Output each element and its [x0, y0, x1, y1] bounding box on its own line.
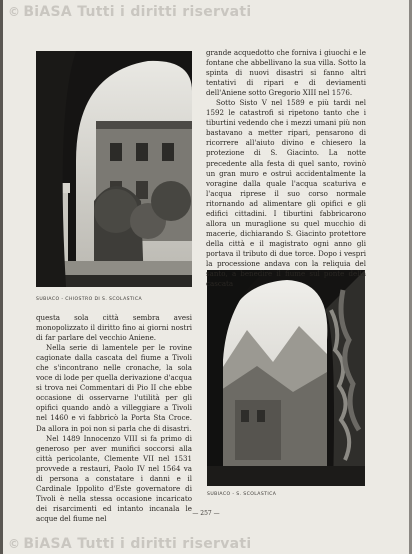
watermark-top [8, 4, 252, 20]
paragraph: questa sola città sembra avesi monopolizzato il diritto fino ai giorni nostri di far parlare del vecchio Aniene. [36, 313, 192, 343]
paragraph: Sotto Sisto V nel 1589 e più tardi nel 1592 le catastrofi si ripetono tanto che i tiburtini vedendo che i mezzi umani più non bastavano a metter ripari, pensarono di ricorrere all'aiuto divino e chiesero la protezione di S. Giacinto. La notte precedente alla festa di quel santo, rovinò un gran muro e ostruì accidentalmente la voragine dalla quale l'acqua scaturiva e l'acqua riprese il suo corso normale ritornando ad alimentare gli opifici e gli edifici cittadini. I tiburtini fabbricarono allora un muraglione su quel mucchio di macerie, dichiarando S. Giacinto protettore della città e il magistrato ogni anno gli portava il tributo di due torce. Dopo i vespri la processione andava con la reliquia del santo, a benedire il fiume sul ponte della cascata [206, 98, 366, 289]
caption-church: SUBIACO - S. SCOLASTICA [207, 492, 277, 497]
watermark-bottom [8, 536, 252, 552]
photo-church [207, 270, 365, 486]
caption-cloister: SUBIACO - CHIOSTRO DI S. SCOLASTICA [36, 297, 143, 302]
copyright-icon: © [8, 537, 21, 551]
text-column-left [36, 313, 192, 524]
watermark-text: BiASA Tutti i diritti riservati [23, 536, 252, 552]
copyright-icon: © [8, 5, 21, 19]
photo-cloister-image [36, 51, 192, 287]
photo-cloister [36, 51, 192, 287]
page-number: — 257 — [192, 510, 220, 517]
paragraph: Nella serie di lamentele per le rovine cagionate dalla cascata del fiume a Tivoli che s'incontrano nelle cronache, la sola voce di lode per quella derivazione d'acqua si trova nei Commentari di Pio II che ebbe occasione di osservarne l'utilità per gli opifici quando andò a villeggiare a Tivoli nel 1460 e vi fabbricò la Porta Sta Croce. Da allora in poi non si parla che di disastri. [36, 343, 192, 433]
watermark-text: BiASA Tutti i diritti riservati [23, 4, 252, 20]
paragraph: grande acquedotto che forniva i giuochi e le fontane che abbellivano la sua villa. Sotto la spinta di nuovi disastri si fanno altri tentativi di ripari e di deviamenti dell'Aniene sotto Gregorio XIII nel 1576. [206, 48, 366, 98]
text-column-right [206, 48, 366, 289]
photo-church-image [207, 270, 365, 486]
page-edge-left [0, 0, 3, 554]
paragraph: Nel 1489 Innocenzo VIII si fa primo di generoso per aver munifici soccorsi alla città pericolante, Clemente VII nel 1531 provvede a restauri, Paolo IV nel 1564 va di persona a constatare i danni e il Cardinale Ippolito d'Este governatore di Tivoli è nella stessa occasione incaricato dei risarcimenti ed intanto incanala le acque del fiume nel [36, 433, 192, 523]
